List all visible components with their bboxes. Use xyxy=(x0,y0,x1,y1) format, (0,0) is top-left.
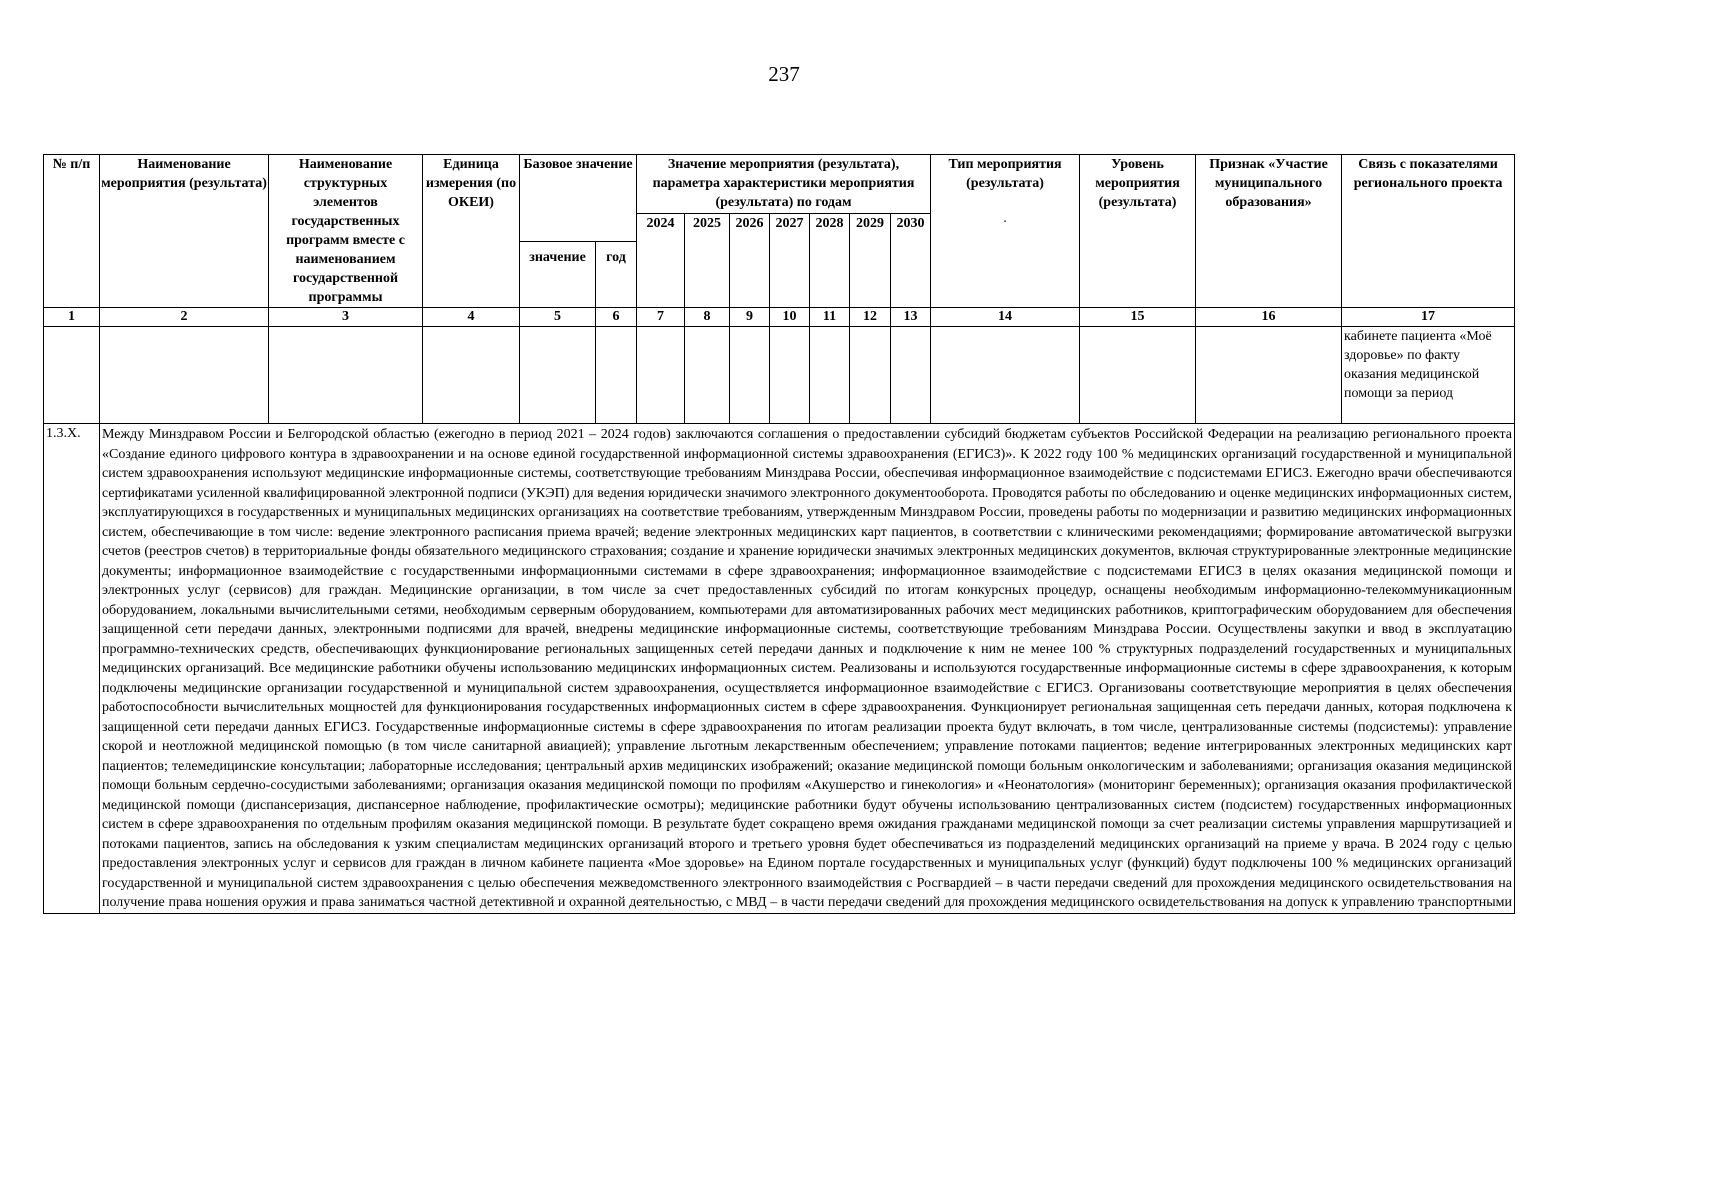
header-year-2024: 2024 xyxy=(637,214,685,308)
header-event-type xyxy=(931,155,1080,308)
header-municipal-participation: Признак «Участие муниципального образования» xyxy=(1196,155,1342,308)
column-number: 2 xyxy=(100,308,269,327)
header-event-type-label: Тип мероприятия (результата) xyxy=(948,157,1062,191)
item-description-text: Между Минздравом России и Белгородской областью (ежегодно в период 2021 – 2024 годов) заключаются соглашения о предоставлении субсидий бюджетам субъектов Российской Федерации на реализацию регионального проекта «Создание единого цифрового контура в здравоохранении и на основе единой государственной информационной системы здравоохранения (ЕГИСЗ)». К 2022 году 100 % медицинских организаций государственной и муниципальной систем здравоохранения используют медицинские информационные системы, соответствующие требованиям Минздрава России, обеспечивая информационное взаимодействие с подсистемами ЕГИСЗ. Ежегодно врачи обеспечиваются сертификатами усиленной квалифицированной электронной подписи (УКЭП) для ведения юридически значимого электронного документооборота. Проводятся работы по обследованию и оценке медицинских информационных систем, эксплуатирующихся в государственных и муниципальных медицинских организациях на соответствие требованиям, утвержденным Минздравом России, проведены работы по модернизации и развитию медицинских информационных систем, обеспечивающие в том числе: ведение электронного расписания приема врачей; ведение электронных медицинских карт пациентов, в соответствии с клиническими рекомендациями; формирование автоматической выгрузки счетов (реестров счетов) в территориальные фонды обязательного медицинского страхования; создание и хранение юридически значимых электронных медицинских документов, включая структурированные электронные медицинские документы; информационное взаимодействие с государственными информационными системами в сфере здравоохранения; информационное взаимодействие с подсистемами ЕГИСЗ в целях оказания медицинской помощи и электронных услуг (сервисов) для граждан. Медицинские организации, в том числе за счет предоставленных субсидий по итогам конкурсных процедур, оснащены необходимым информационно-телекоммуникационным оборудованием, локальными вычислительными сетями, необходимым серверным оборудованием, компьютерами для автоматизированных рабочих мест медицинских работников, криптографическим оборудованием для обеспечения защищенной сети передачи данных, электронными подписями для врачей, внедрены медицинские информационные системы, соответствующие требованиям Минздрава России. Осуществлены закупки и ввод в эксплуатацию программно-технических средств, обеспечивающих функционирование региональных защищенных сетей передачи данных и подключение к ним не менее 100 % структурных подразделений государственных и муниципальных медицинских организаций. Все медицинские работники обучены использованию медицинских информационных систем. Реализованы и используются государственные информационные системы в сфере здравоохранения, к которым подключены медицинские организации государственной и муниципальной систем здравоохранения, осуществляется информационное взаимодействие с ЕГИСЗ. Организованы соответствующие мероприятия в целях обеспечения работоспособности вычислительных мощностей для функционирования государственных информационных систем в сфере здравоохранения. Функционирует региональная защищенная сеть передачи данных, которая подключена к защищенной сети передачи данных ЕГИСЗ. Государственные информационные системы в сфере здравоохранения по итогам реализации проекта будут включать, в том числе, централизованные системы (подсистемы): управление скорой и неотложной медицинской помощью (в том числе санитарной авиацией); управление льготным лекарственным обеспечением; управление потоками пациентов; ведение интегрированных электронных медицинских карт пациентов; телемедицинские консультации; лабораторные исследования; центральный архив медицинских изображений; оказание медицинской помощи больным онкологическим и заболеваниями; организация оказания медицинской помощи больным сердечно-сосудистыми заболеваниями; организация оказания медицинской помощи по профилям «Акушерство и гинекология» и «Неонатология» (мониторинг беременных); организация оказания профилактической медицинской помощи (диспансеризация, диспансерное наблюдение, профилактические осмотры); медицинские работники будут обучены использованию централизованных систем (подсистем) государственных информационных систем в сфере здравоохранения по отдельным профилям оказания медицинской помощи. В результате будет сокращено время ожидания гражданами медицинской помощи за счет реализации системы управления маршрутизацией и потоками пациентов, запись на обследования к узким специалистам медицинских организаций второго и третьего уровня будет обеспечиваться из подразделений медицинских организаций на приеме у врача. В 2024 году с целью предоставления электронных услуг и сервисов для граждан в личном кабинете пациента «Мое здоровье» на Едином портале государственных и муниципальных услуг (функций) будут подключены 100 % медицинских организаций государственной и муниципальной систем здравоохранения с целью обеспечения межведомственного электронного взаимодействия с Росгвардией – в части передачи сведений для прохождения медицинского освидетельствования на получение права ношения оружия и права заниматься частной детективной и охранной деятельностью, с МВД – в части передачи сведений для прохождения медицинского освидетельствования на допуск к управлению транспортными xyxy=(102,427,1513,910)
document-table xyxy=(43,154,1515,914)
continuation-row xyxy=(44,327,1515,424)
column-number: 5 xyxy=(520,308,596,327)
column-number: 7 xyxy=(637,308,685,327)
header-unit: Единица измерения (по ОКЕИ) xyxy=(423,155,520,308)
empty-cell xyxy=(850,327,891,424)
item-row-1-3-x xyxy=(44,424,1515,914)
column-number: 4 xyxy=(423,308,520,327)
empty-cell xyxy=(685,327,730,424)
item-description xyxy=(100,424,1515,914)
header-base-value: значение xyxy=(520,242,596,308)
header-values-by-year: Значение мероприятия (результата), параметра характеристики мероприятия (результата) по годам xyxy=(637,155,931,214)
empty-cell xyxy=(596,327,637,424)
column-number: 6 xyxy=(596,308,637,327)
column-number: 16 xyxy=(1196,308,1342,327)
column-numbers-row xyxy=(44,308,1515,327)
column-number: 11 xyxy=(810,308,850,327)
page-number: 237 xyxy=(768,62,800,86)
empty-cell xyxy=(931,327,1080,424)
empty-cell xyxy=(100,327,269,424)
header-number: № п/п xyxy=(44,155,100,308)
header-base-year: год xyxy=(596,242,637,308)
column-number: 12 xyxy=(850,308,891,327)
empty-cell xyxy=(269,327,423,424)
header-event-level: Уровень мероприятия (результата) xyxy=(1080,155,1196,308)
column-number: 1 xyxy=(44,308,100,327)
header-year-2029: 2029 xyxy=(850,214,891,308)
column-number: 14 xyxy=(931,308,1080,327)
empty-cell xyxy=(810,327,850,424)
empty-cell xyxy=(520,327,596,424)
column-number: 3 xyxy=(269,308,423,327)
header-year-2030: 2030 xyxy=(891,214,931,308)
column-number: 17 xyxy=(1342,308,1515,327)
header-year-2027: 2027 xyxy=(770,214,810,308)
empty-cell xyxy=(891,327,931,424)
empty-cell xyxy=(423,327,520,424)
header-structural-elements: Наименование структурных элементов государственных программ вместе с наименованием государственной программы xyxy=(269,155,423,308)
column-number: 13 xyxy=(891,308,931,327)
header-base-value-group: Базовое значение xyxy=(520,155,637,242)
empty-cell xyxy=(44,327,100,424)
regional-indicator-continuation: кабинете пациента «Моё здоровье» по факту оказания медицинской помощи за период xyxy=(1342,327,1515,424)
column-number: 9 xyxy=(730,308,770,327)
header-event-name: Наименование мероприятия (результата) xyxy=(100,155,269,308)
empty-cell xyxy=(637,327,685,424)
column-number: 15 xyxy=(1080,308,1196,327)
header-year-2028: 2028 xyxy=(810,214,850,308)
header-year-2025: 2025 xyxy=(685,214,730,308)
empty-cell xyxy=(770,327,810,424)
empty-cell xyxy=(1080,327,1196,424)
column-number: 8 xyxy=(685,308,730,327)
header-year-2026: 2026 xyxy=(730,214,770,308)
header-regional-indicators: Связь с показателями регионального проекта xyxy=(1342,155,1515,308)
column-number: 10 xyxy=(770,308,810,327)
header-event-type-mark: · xyxy=(1002,215,1008,230)
empty-cell xyxy=(730,327,770,424)
empty-cell xyxy=(1196,327,1342,424)
item-number: 1.3.X. xyxy=(44,424,100,914)
